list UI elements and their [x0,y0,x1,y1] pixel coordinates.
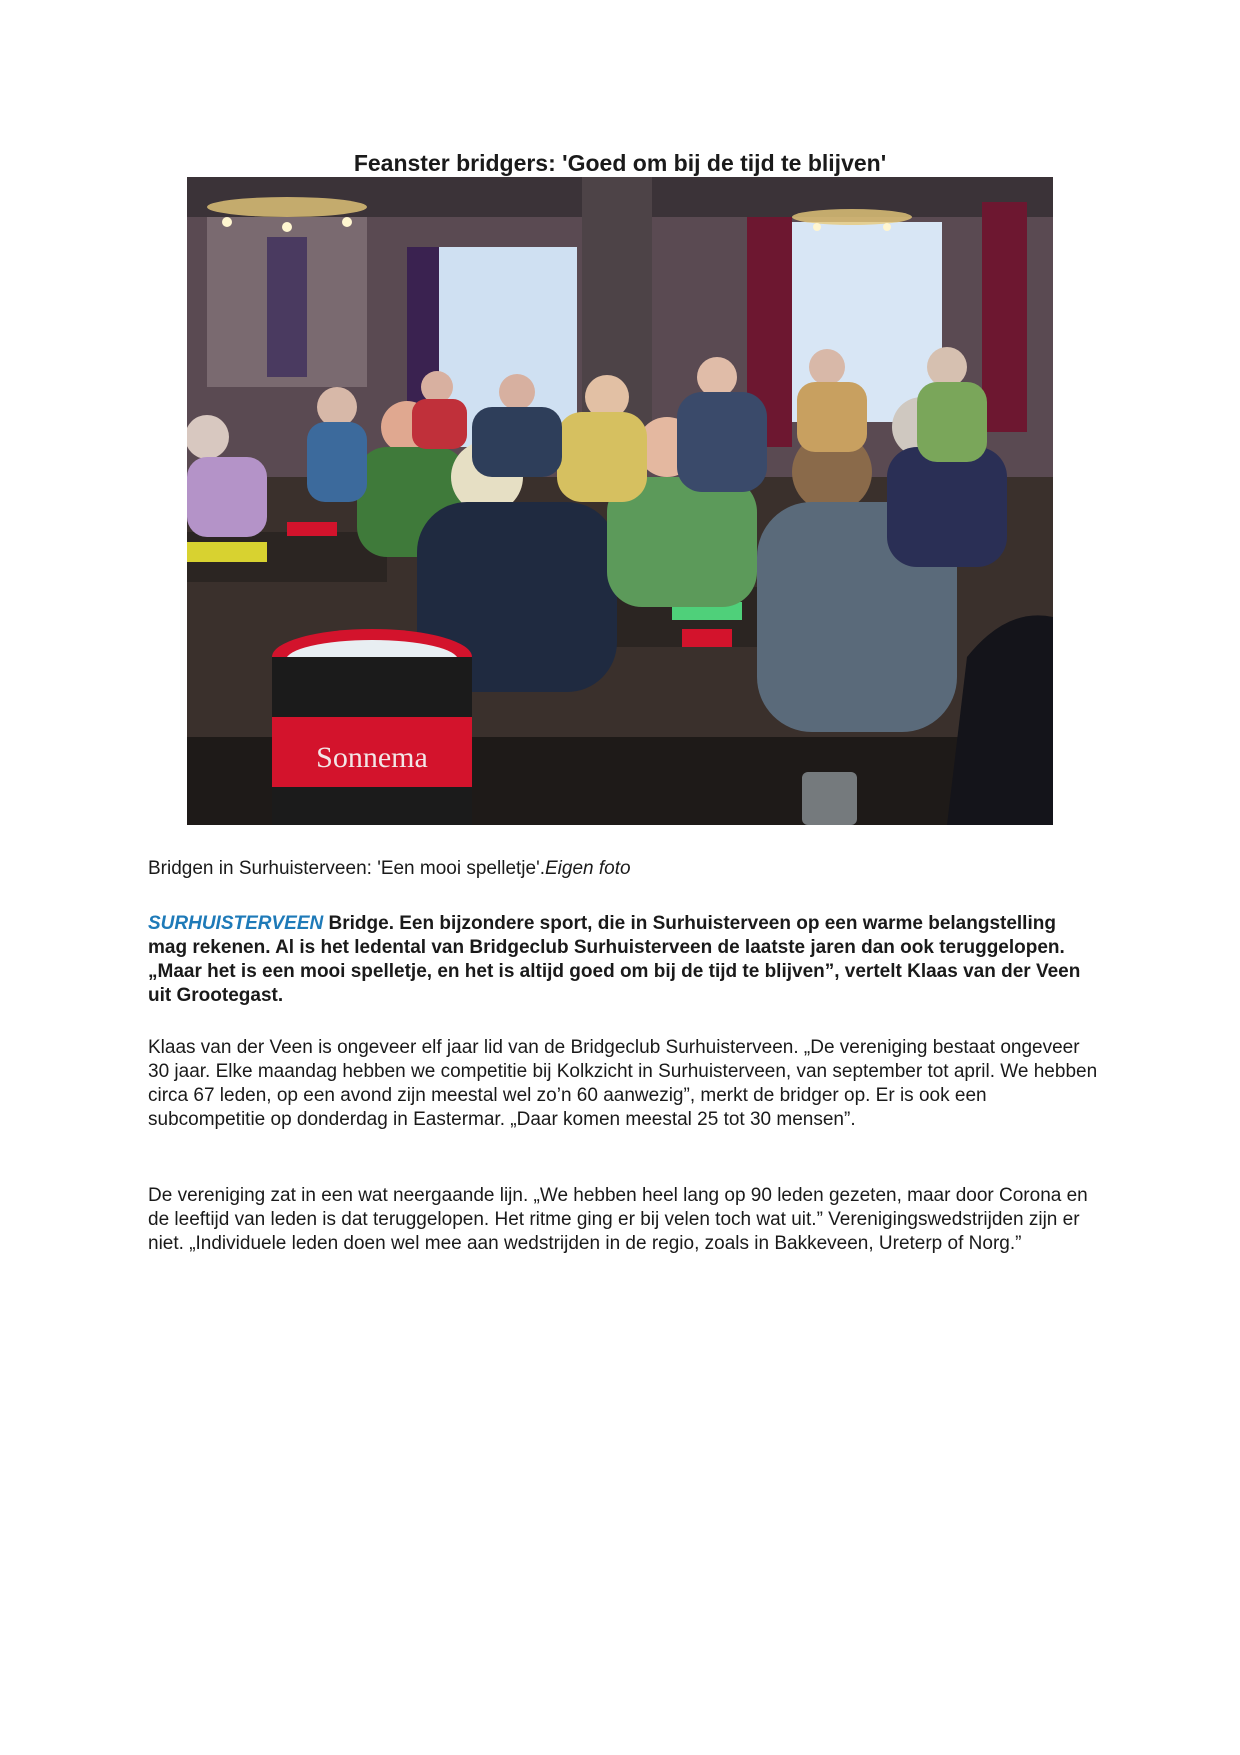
bucket-label: Sonnema [316,741,428,774]
article-paragraph: De vereniging zat in een wat neergaande lijn. „We hebben heel lang op 90 leden gezeten, maar door Corona en de leeftijd van leden is dat teruggelopen. Het ritme ging er bij velen toch wat uit.” Verenigingswedstrijden zijn er niet. „Individuele leden doen wel mee aan wedstrijden in de regio, zoals in Bakkeveen, Ureterp of Norg.” [148,1185,1088,1254]
article-paragraph: Klaas van der Veen is ongeveer elf jaar lid van de Bridgeclub Surhuisterveen. „De vereniging bestaat ongeveer 30 jaar. Elke maandag hebben we competitie bij Kolkzicht in Surhuisterveen, van september tot april. We hebben circa 67 leden, op een avond zijn meestal wel zo’n 60 aanwezig”, merkt de bridger op. Er is ook een subcompetitie op donderdag in Eastermar. „Daar komen meestal 25 tot 30 mensen”. [148,1037,1098,1130]
bridge-room-illustration [187,177,1053,825]
photo-caption [148,857,1098,881]
article-lead [148,912,1098,1008]
caption-text: Bridgen in Surhuisterveen: 'Een mooi spelletje'. [148,858,545,879]
dateline: SURHUISTERVEEN [148,913,324,934]
lead-text: Bridge. Een bijzondere sport, die in Surhuisterveen op een warme belangstelling mag rekenen. Al is het ledental van Bridgeclub Surhuisterveen de laatste jaren dan ook teruggelopen. „Maar het is een mooi spelletje, en het is altijd goed om bij de tijd te blijven”, vertelt Klaas van der Veen uit Grootegast. [148,913,1081,1006]
article-photo [187,177,1053,825]
photo-credit: Eigen foto [544,858,631,879]
sonnema-bucket [272,629,472,825]
article-headline: Feanster bridgers: 'Goed om bij de tijd te blijven' [353,150,887,176]
